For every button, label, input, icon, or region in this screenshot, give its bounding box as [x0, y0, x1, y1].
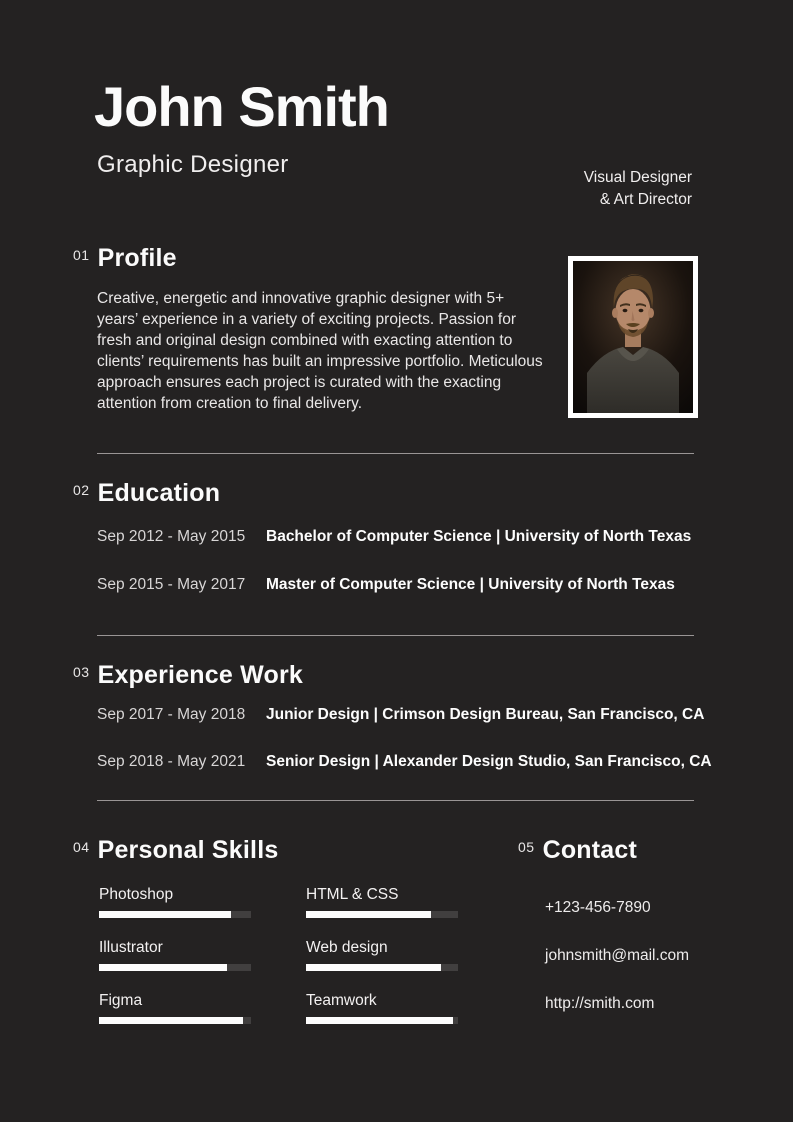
person-name: John Smith	[94, 75, 389, 138]
experience-row	[97, 752, 712, 771]
section-number: 04	[73, 839, 90, 855]
skill-bar-fill	[306, 964, 441, 971]
experience-dates: Sep 2017 - May 2018	[97, 706, 246, 723]
skill-label: Illustrator	[99, 939, 163, 956]
skill-bar-fill	[99, 911, 231, 918]
skill-label: Figma	[99, 992, 143, 1009]
section-contact-heading	[518, 838, 637, 863]
skill-label: HTML & CSS	[306, 886, 399, 903]
contact-email: johnsmith@mail.com	[545, 947, 690, 964]
person-job-title: Graphic Designer	[97, 151, 289, 178]
education-row	[97, 575, 675, 594]
skill-item	[99, 939, 259, 971]
section-title: Personal Skills	[97, 836, 279, 864]
section-title: Experience Work	[97, 661, 303, 689]
skill-bar-fill	[306, 1017, 453, 1024]
experience-row	[97, 705, 704, 724]
section-education-heading	[73, 481, 220, 506]
skill-item	[99, 992, 259, 1024]
contact-website: http://smith.com	[545, 995, 655, 1012]
education-description: Master of Computer Science | University of North Texas	[266, 576, 675, 593]
contact-phone: +123-456-7890	[545, 899, 651, 916]
education-row	[97, 527, 691, 546]
section-profile-heading	[73, 246, 177, 271]
experience-description: Senior Design | Alexander Design Studio, San Francisco, CA	[266, 753, 712, 770]
divider	[97, 453, 694, 454]
skills-column-right	[306, 886, 466, 1045]
experience-description: Junior Design | Crimson Design Bureau, San Francisco, CA	[266, 706, 705, 723]
section-number: 03	[73, 664, 90, 680]
portrait-photo-illustration	[573, 261, 693, 413]
skill-bar-track	[99, 1017, 251, 1024]
education-description: Bachelor of Computer Science | University of North Texas	[266, 528, 692, 545]
skill-bar-track	[99, 964, 251, 971]
skill-label: Photoshop	[99, 886, 174, 903]
section-number: 01	[73, 247, 90, 263]
section-number: 02	[73, 482, 90, 498]
skill-bar-track	[306, 911, 458, 918]
contact-list	[545, 899, 689, 1043]
profile-summary: Creative, energetic and innovative graphic designer with 5+ years’ experience in a variety of exciting projects. Passion for fresh and original design combined with exacting attention to clients’ requirements has built an impressive portfolio. Meticulous approach ensures each project is curated with the exacting attention from creation to final delivery.	[97, 290, 543, 412]
section-number: 05	[518, 839, 535, 855]
section-title: Education	[97, 479, 221, 507]
education-dates: Sep 2012 - May 2015	[97, 528, 246, 545]
divider	[97, 635, 694, 636]
tagline	[584, 167, 692, 211]
section-title: Profile	[97, 244, 177, 272]
section-skills-heading	[73, 838, 278, 863]
education-dates: Sep 2015 - May 2017	[97, 576, 246, 593]
skill-bar-fill	[99, 1017, 243, 1024]
skill-item	[306, 992, 466, 1024]
skill-bar-track	[99, 911, 251, 918]
section-title: Contact	[542, 836, 638, 864]
tagline-line-1: Visual Designer	[583, 169, 692, 186]
skill-bar-track	[306, 964, 458, 971]
section-experience-heading	[73, 663, 303, 688]
portrait-photo	[568, 256, 698, 418]
skill-item	[99, 886, 259, 918]
divider	[97, 800, 694, 801]
skill-bar-track	[306, 1017, 458, 1024]
experience-dates: Sep 2018 - May 2021	[97, 753, 246, 770]
skill-label: Teamwork	[306, 992, 377, 1009]
skill-item	[306, 886, 466, 918]
skill-label: Web design	[306, 939, 388, 956]
skills-column-left	[99, 886, 259, 1045]
skill-bar-fill	[306, 911, 431, 918]
skill-item	[306, 939, 466, 971]
skill-bar-fill	[99, 964, 227, 971]
tagline-line-2: & Art Director	[599, 191, 692, 208]
